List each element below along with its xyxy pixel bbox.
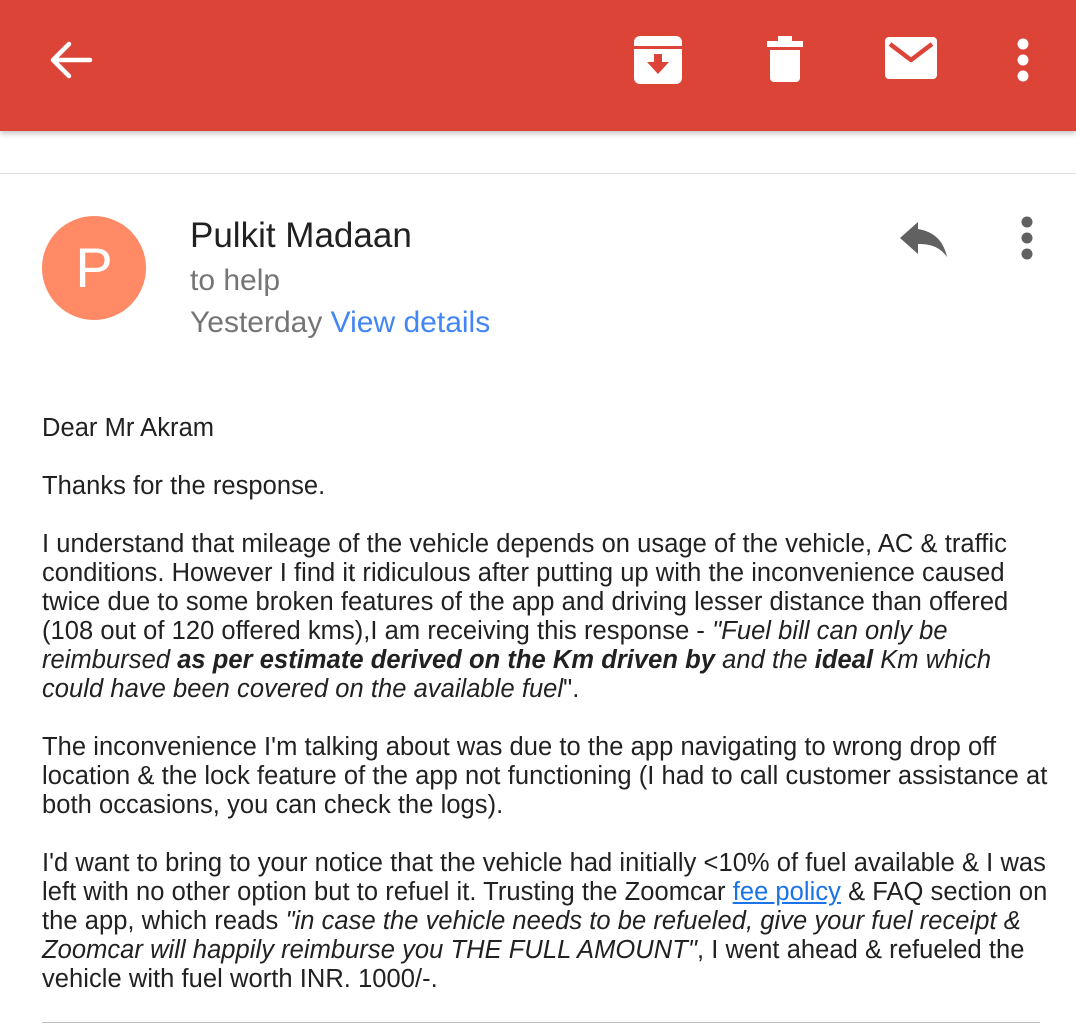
more-vert-icon[interactable]	[1010, 36, 1036, 84]
fuel-text: , I went ahead & refueled the vehicle with fuel worth INR. 1000/-.	[42, 936, 1025, 993]
message-body	[42, 414, 1052, 1023]
greeting: Dear Mr Akram	[42, 414, 215, 442]
quote-text: "Fuel bill can only be reimbursed	[42, 617, 948, 674]
thanks-paragraph: Thanks for the response.	[42, 472, 326, 500]
archive-icon[interactable]	[630, 34, 686, 86]
reply-icon[interactable]	[896, 214, 950, 262]
fuel-paragraph	[42, 849, 1052, 994]
mileage-paragraph	[42, 530, 1052, 704]
body-divider	[42, 1022, 1040, 1023]
inconvenience-paragraph: The inconvenience I'm talking about was due to the app navigating to wrong drop off location & the lock feature of the app not functioning (I had to call customer assistance at both occasions, you can check the logs).	[42, 733, 1048, 819]
view-details-link[interactable]: View details	[330, 306, 491, 339]
quote-end: ".	[563, 675, 580, 703]
fee-policy-link[interactable]: fee policy	[732, 878, 841, 906]
mileage-text: I understand that mileage of the vehicle depends on usage of the vehicle, AC & traffic conditions. However I find it ridiculous after putting up with the inconvenience caused twice due to some broken features of the app and driving lesser distance than offered (108 out of 120 offered kms),I am receiving this response -	[42, 530, 1009, 645]
fuel-text: I'd want to bring to your notice that the vehicle had initially <10% of fuel available & I was left with no other option but to refuel it. Trusting the Zoomcar	[42, 849, 1046, 906]
avatar[interactable]: P	[42, 216, 146, 320]
message-meta	[190, 306, 490, 340]
faq-quote: "in case the vehicle needs to be refueled, give your fuel receipt & Zoomcar will happily reimburse you THE FULL AMOUNT"	[42, 907, 1021, 964]
message-date: Yesterday	[190, 306, 323, 339]
quote-bold: as per estimate derived on the Km driven by	[177, 646, 716, 674]
quote-text: Km which could have been covered on the available fuel	[42, 646, 992, 703]
message-more-icon[interactable]	[1014, 214, 1040, 262]
sender-name: Pulkit Madaan	[190, 216, 412, 255]
app-bar	[0, 0, 1076, 131]
delete-icon[interactable]	[762, 34, 808, 84]
mark-unread-icon[interactable]	[882, 34, 940, 82]
fuel-text: & FAQ section on the app, which reads	[42, 878, 1048, 935]
arrow-back-icon[interactable]	[46, 36, 94, 84]
header-divider	[0, 173, 1076, 174]
quote-bold: ideal	[814, 646, 874, 674]
recipient-line: to help	[190, 264, 281, 297]
quote-text: and the	[715, 646, 815, 674]
